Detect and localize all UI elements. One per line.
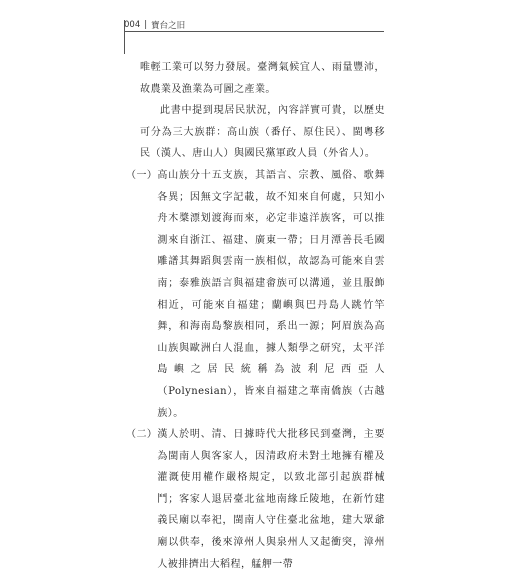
header-separator-icon: | bbox=[144, 20, 148, 30]
list-item-text: 高山族分十五支族，其語言、宗教、風俗、歌舞各異；因無文字記載，故不知來自何處，只知小舟木槳漂划渡海而來，必定非遠洋族客，可以推測來自浙江、福建、廣東一帶；日月潭善長毛國雕譜其舞蹈與雲南一族相似，故認為可能來自雲南；泰雅族語言與福建畬族可以溝通，並且服飾相近，可能來自福建；蘭嶼與巴丹島人跳竹竿舞，和海南島黎族相同，系出一源；阿眉族為高山族與歐洲白人混血，據人類學之研究，太平洋島嶼之居民統稱為波利尼西亞人（Polynesian），皆來自福建之華南僑族（古越族）。 bbox=[157, 169, 385, 419]
list-item-text: 漢人於明、清、日據時代大批移民到臺灣，主要為閩南人與客家人，因清政府未對土地擁有權及灌溉使用權作嚴格規定，以致北部引起族群械鬥；客家人退居臺北盆地南緣丘陵地，在新竹建義民廟以奉祀，閩南人守住臺北盆地，建大眾爺廟以供奉，後來漳州人與泉州人又起衝突，漳州人被排擠出大稻程，艋舺一帶 bbox=[157, 429, 385, 570]
list-marker: （一） bbox=[126, 169, 158, 181]
running-header bbox=[124, 18, 185, 32]
list-marker: （二） bbox=[126, 429, 158, 441]
paragraph-ethnic-groups: 此書中提到現居民狀況，內容詳實可貴，以歷史可分為三大族群：高山族（番仔、原住民）、閩粵移民（漢人、唐山人）與國民黨軍政人員（外省人）。 bbox=[140, 105, 385, 160]
body-text bbox=[126, 57, 385, 575]
page-number: 004 bbox=[124, 20, 141, 30]
list-item-aboriginal bbox=[126, 165, 385, 424]
book-title: 寶台之旧 bbox=[151, 21, 186, 31]
paragraph-continued: 唯輕工業可以努力發展。臺灣氣候宜人、雨量豐沛，故農業及漁業為可圖之產業。 bbox=[140, 62, 385, 95]
